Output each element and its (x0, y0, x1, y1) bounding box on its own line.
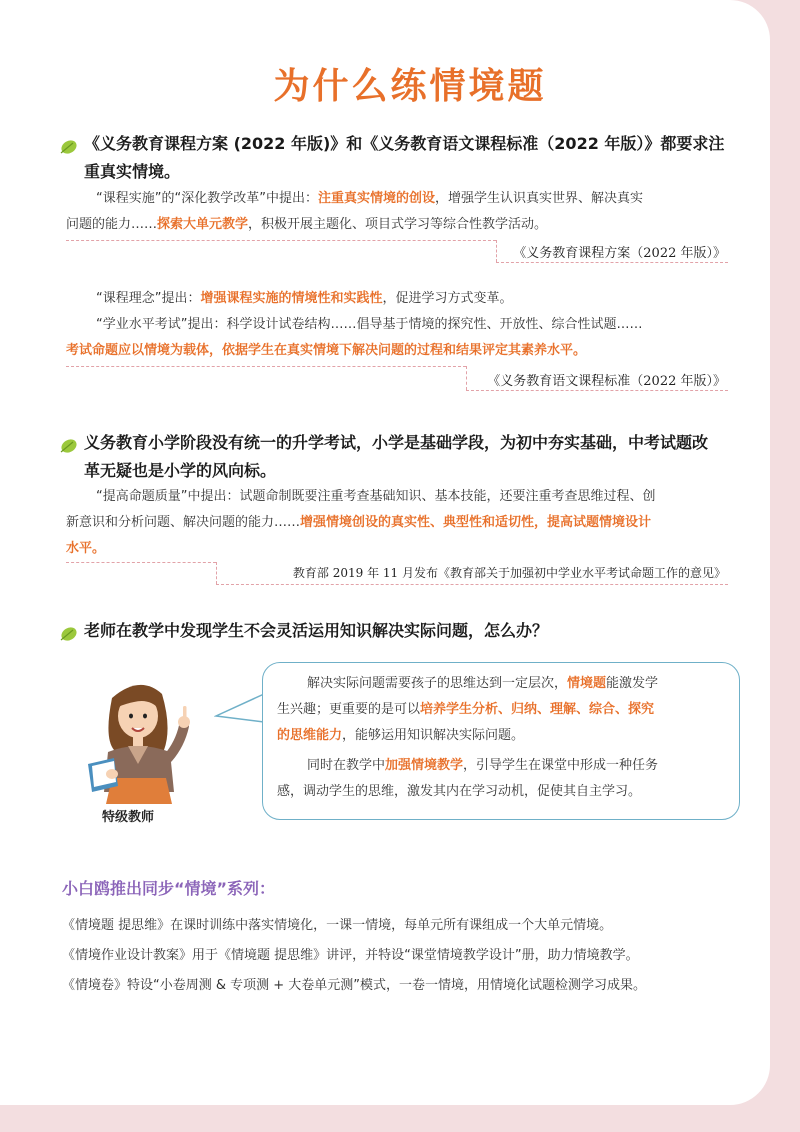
teacher-label: 特级教师 (102, 810, 155, 825)
quote2-source: 《义务教育语文课程标准（2022 年版）》 (487, 374, 726, 389)
section3-heading: 老师在教学中发现学生不会灵活运用知识解决实际问题，怎么办？ (84, 621, 549, 640)
quote2-line2: “学业水平考试”提出：科学设计试卷结构……倡导基于情境的探究性、开放性、综合性试题…… (96, 317, 643, 332)
section2-heading-line2: 革无疑也是小学的风向标。 (84, 461, 277, 480)
section1-heading-line1: 《义务教育课程方案 (2022 年版)》和《义务教育语文课程标准（2022 年版）》都要求注 (84, 134, 725, 153)
speech-bubble-tail (214, 688, 268, 728)
bubble-line2: 生兴趣；更重要的是可以培养学生分析、归纳、理解、综合、探究 (277, 702, 655, 717)
bubble-line4: 同时在教学中加强情境教学，引导学生在课堂中形成一种任务 (307, 758, 659, 773)
series-line-1: 《情境题 提思维》在课时训练中落实情境化，一课一情境，每单元所有课组成一个大单元情境。 (62, 918, 613, 933)
series-title: 小白鸥推出同步“情境”系列： (62, 879, 276, 898)
leaf-icon (58, 438, 78, 454)
bubble-line5: 感，调动学生的思维，激发其内在学习动机，促使其自主学习。 (277, 784, 642, 799)
section2-source-bracket (216, 562, 217, 584)
section2-source-underline (216, 584, 728, 585)
section2-underline (66, 562, 216, 563)
quote2-source-bracket (466, 366, 467, 390)
section2-heading-line1: 义务教育小学阶段没有统一的升学考试，小学是基础学段，为初中夯实基础，中考试题改 (84, 433, 709, 452)
leaf-icon (58, 626, 78, 642)
section2-line2: 新意识和分析问题、解决问题的能力……增强情境创设的真实性、典型性和适切性，提高试题情境设计 (66, 515, 652, 530)
quote1-source-underline (496, 262, 728, 263)
bubble-line1: 解决实际问题需要孩子的思维达到一定层次，情境题能激发学 (307, 676, 659, 691)
quote1-underline (66, 240, 496, 241)
section2-line3: 水平。 (66, 541, 106, 556)
quote2-line3: 考试命题应以情境为载体，依据学生在真实情境下解决问题的过程和结果评定其素养水平。 (66, 343, 587, 358)
section2-line1: “提高命题质量”中提出：试题命制既要注重考查基础知识、基本技能，还要注重考查思维过程、创 (96, 489, 656, 504)
section2-source: 教育部 2019 年 11 月发布《教育部关于加强初中学业水平考试命题工作的意见》 (292, 566, 726, 580)
series-line-2: 《情境作业设计教案》用于《情境题 提思维》讲评，并特设“课堂情境教学设计”册，助力情境教学。 (62, 948, 639, 963)
series-line-3: 《情境卷》特设“小卷周测 & 专项测 + 大卷单元测”模式，一卷一情境，用情境化试题检测学习成果。 (62, 978, 647, 993)
quote1-source-bracket (496, 240, 497, 262)
quote2-underline (66, 366, 466, 367)
quote2-source-underline (466, 390, 728, 391)
speech-bubble (262, 662, 740, 820)
bubble-line3: 的思维能力，能够运用知识解决实际问题。 (277, 728, 525, 743)
quote2-line1: “课程理念”提出：增强课程实施的情境性和实践性，促进学习方式变革。 (96, 291, 513, 306)
teacher-illustration (84, 668, 194, 804)
leaf-icon (58, 139, 78, 155)
quote1-line1: “课程实施”的“深化教学改革”中提出：注重真实情境的创设，增强学生认识真实世界、解决真实 (96, 191, 643, 206)
quote1-line2: 问题的能力……探索大单元教学，积极开展主题化、项目式学习等综合性教学活动。 (66, 217, 548, 232)
quote1-source: 《义务教育课程方案（2022 年版）》 (513, 246, 726, 261)
page-title: 为什么练情境题 (273, 66, 547, 107)
section1-heading-line2: 重真实情境。 (84, 162, 181, 181)
